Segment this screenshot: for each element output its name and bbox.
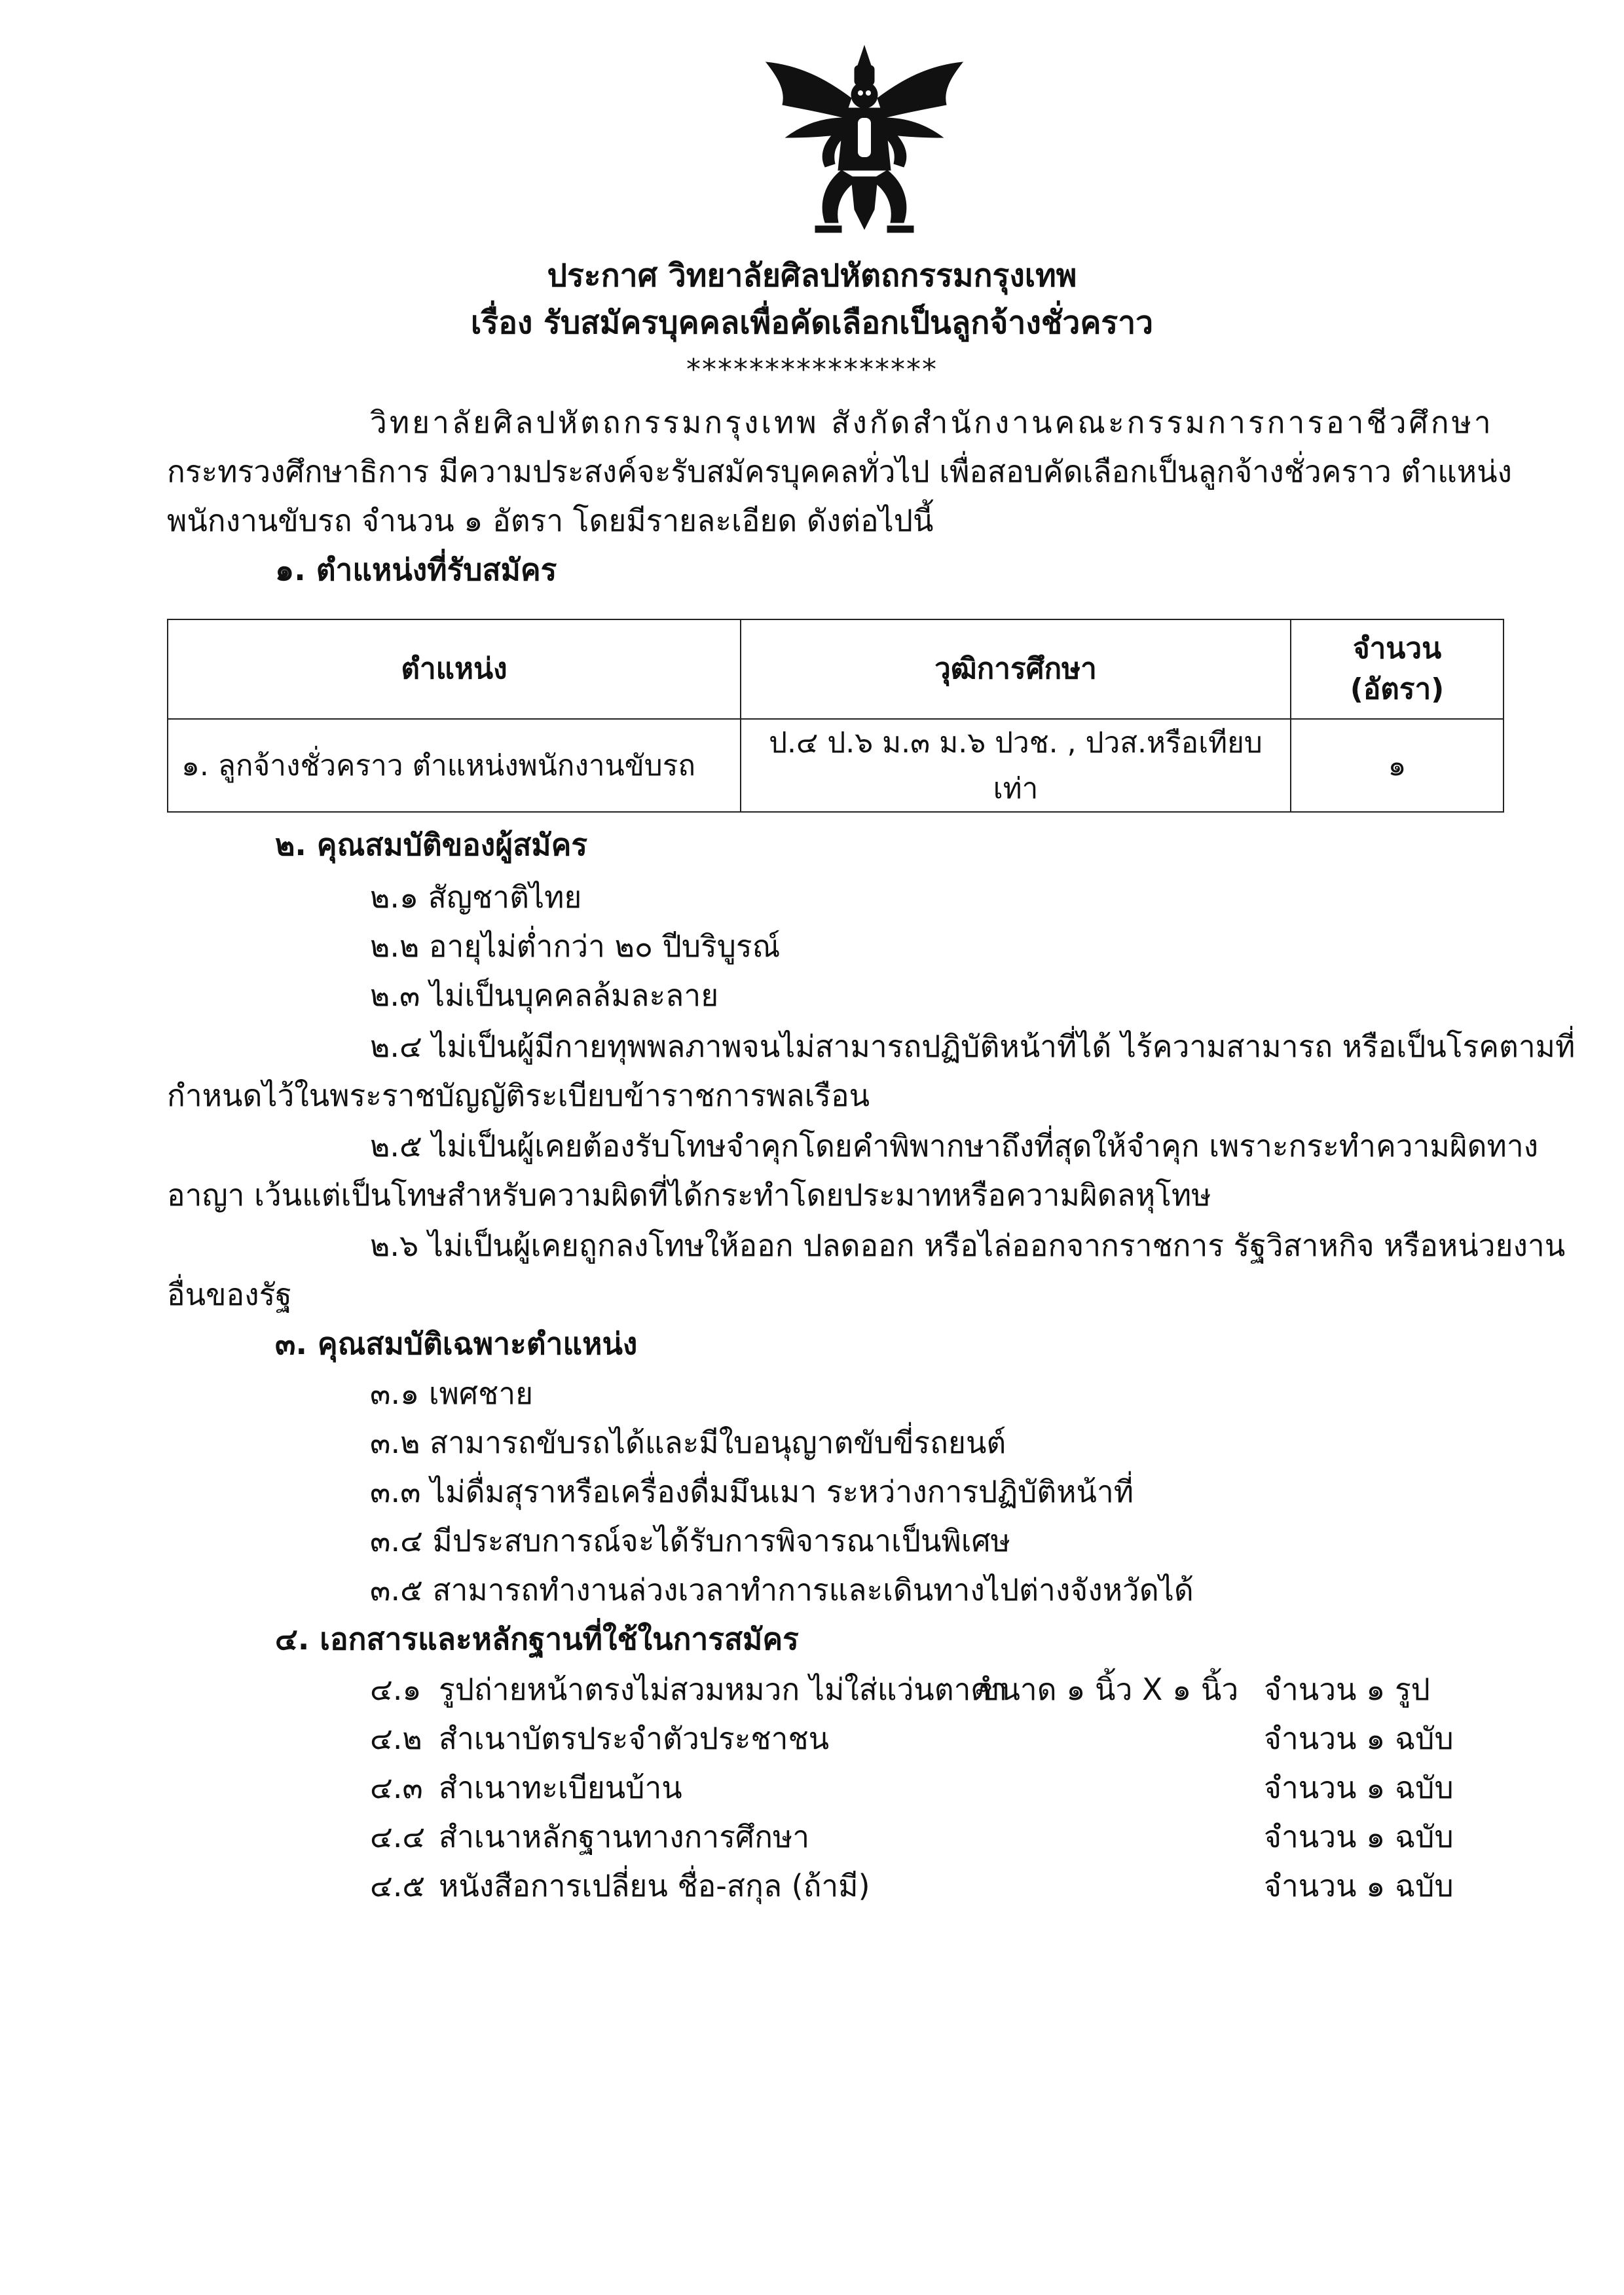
table-cell-quantity: ๑ — [1291, 719, 1504, 812]
qualification-item-cont: อาญา เว้นแต่เป็นโทษสำหรับความผิดที่ได้กระทำโดยประมาทหรือความผิดลหุโทษ — [167, 1177, 1211, 1213]
table-cell-education: ป.๔ ป.๖ ม.๓ ม.๖ ปวช. , ปวส.หรือเทียบเท่า — [741, 719, 1291, 812]
document-item-quantity: จำนวน ๑ ฉบับ — [1264, 1868, 1454, 1903]
intro-line: วิทยาลัยศิลปหัตถกรรมกรุงเทพ สังกัดสำนักงานคณะกรรมการการอาชีวศึกษา — [370, 405, 1494, 440]
document-item-text: สำเนาหลักฐานทางการศึกษา — [439, 1819, 810, 1854]
qualification-item: ๒.๖ ไม่เป็นผู้เคยถูกลงโทษให้ออก ปลดออก หรือไล่ออกจากราชการ รัฐวิสาหกิจ หรือหน่วยงาน — [370, 1228, 1566, 1263]
garuda-emblem-icon — [753, 39, 976, 236]
position-table — [167, 619, 1504, 813]
document-item-number: ๔.๔ — [370, 1819, 426, 1854]
document-item-text: สำเนาทะเบียนบ้าน — [439, 1770, 682, 1805]
qualification-item: ๒.๔ ไม่เป็นผู้มีกายทุพพลภาพจนไม่สามารถปฏิบัติหน้าที่ได้ ไร้ความสามารถ หรือเป็นโรคตามที่ — [370, 1029, 1576, 1064]
qualification-item: ๒.๕ ไม่เป็นผู้เคยต้องรับโทษจำคุกโดยคำพิพากษาถึงที่สุดให้จำคุก เพราะกระทำความผิดทาง — [370, 1128, 1539, 1164]
position-qualification-item: ๓.๑ เพศชาย — [370, 1376, 534, 1411]
announcement-subject: เรื่อง รับสมัครบุคคลเพื่อคัดเลือกเป็นลูกจ้างชั่วคราว — [470, 304, 1154, 341]
document-item-number: ๔.๑ — [370, 1672, 422, 1707]
document-item-text: หนังสือการเปลี่ยน ชื่อ-สกุล (ถ้ามี) — [439, 1868, 870, 1903]
section-heading-4: ๔. เอกสารและหลักฐานที่ใช้ในการสมัคร — [275, 1621, 799, 1657]
title-separator: **************** — [686, 353, 938, 386]
table-cell-position: ๑. ลูกจ้างชั่วคราว ตำแหน่งพนักงานขับรถ — [168, 719, 741, 812]
qualification-item-cont: กำหนดไว้ในพระราชบัญญัติระเบียบข้าราชการพลเรือน — [167, 1078, 870, 1113]
section-heading-3: ๓. คุณสมบัติเฉพาะตำแหน่ง — [275, 1326, 638, 1361]
position-qualification-item: ๓.๒ สามารถขับรถได้และมีใบอนุญาตขับขี่รถยนต์ — [370, 1425, 1006, 1460]
position-qualification-item: ๓.๔ มีประสบการณ์จะได้รับการพิจารณาเป็นพิเศษ — [370, 1523, 1010, 1558]
table-header-quantity: จำนวน (อัตรา) — [1291, 619, 1504, 719]
document-item-number: ๔.๓ — [370, 1770, 423, 1805]
qualification-item: ๒.๒ อายุไม่ต่ำกว่า ๒๐ ปีบริบูรณ์ — [370, 928, 781, 964]
document-item-text: รูปถ่ายหน้าตรงไม่สวมหมวก ไม่ใส่แว่นตาดำ — [439, 1672, 1008, 1707]
section-heading-1: ๑. ตำแหน่งที่รับสมัคร — [275, 552, 557, 587]
table-header-education: วุฒิการศึกษา — [741, 619, 1291, 719]
announcement-title: ประกาศ วิทยาลัยศิลปหัตถกรรมกรุงเทพ — [547, 257, 1077, 294]
qualification-item: ๒.๑ สัญชาติไทย — [370, 879, 582, 915]
document-item-quantity: จำนวน ๑ ฉบับ — [1264, 1721, 1454, 1756]
qualification-item-cont: อื่นของรัฐ — [167, 1277, 292, 1312]
table-header-position: ตำแหน่ง — [168, 619, 741, 719]
intro-line: พนักงานขับรถ จำนวน ๑ อัตรา โดยมีรายละเอียด ดังต่อไปนี้ — [167, 503, 934, 538]
document-item-text: สำเนาบัตรประจำตัวประชาชน — [439, 1721, 830, 1756]
position-qualification-item: ๓.๓ ไม่ดื่มสุราหรือเครื่องดื่มมึนเมา ระหว่างการปฏิบัติหน้าที่ — [370, 1474, 1134, 1509]
document-item-number: ๔.๕ — [370, 1868, 426, 1903]
qualification-item: ๒.๓ ไม่เป็นบุคคลล้มละลาย — [370, 978, 719, 1013]
document-item-quantity: จำนวน ๑ รูป — [1264, 1672, 1430, 1707]
document-item-size: ขนาด ๑ นิ้ว X ๑ นิ้ว — [979, 1672, 1239, 1707]
section-heading-2: ๒. คุณสมบัติของผู้สมัคร — [275, 827, 588, 862]
position-qualification-item: ๓.๕ สามารถทำงานล่วงเวลาทำการและเดินทางไปต่างจังหวัดได้ — [370, 1572, 1194, 1607]
document-item-number: ๔.๒ — [370, 1721, 422, 1756]
intro-line: กระทรวงศึกษาธิการ มีความประสงค์จะรับสมัครบุคคลทั่วไป เพื่อสอบคัดเลือกเป็นลูกจ้างชั่วคราว ตำแหน่ง — [167, 454, 1513, 489]
document-item-quantity: จำนวน ๑ ฉบับ — [1264, 1819, 1454, 1854]
document-item-quantity: จำนวน ๑ ฉบับ — [1264, 1770, 1454, 1805]
